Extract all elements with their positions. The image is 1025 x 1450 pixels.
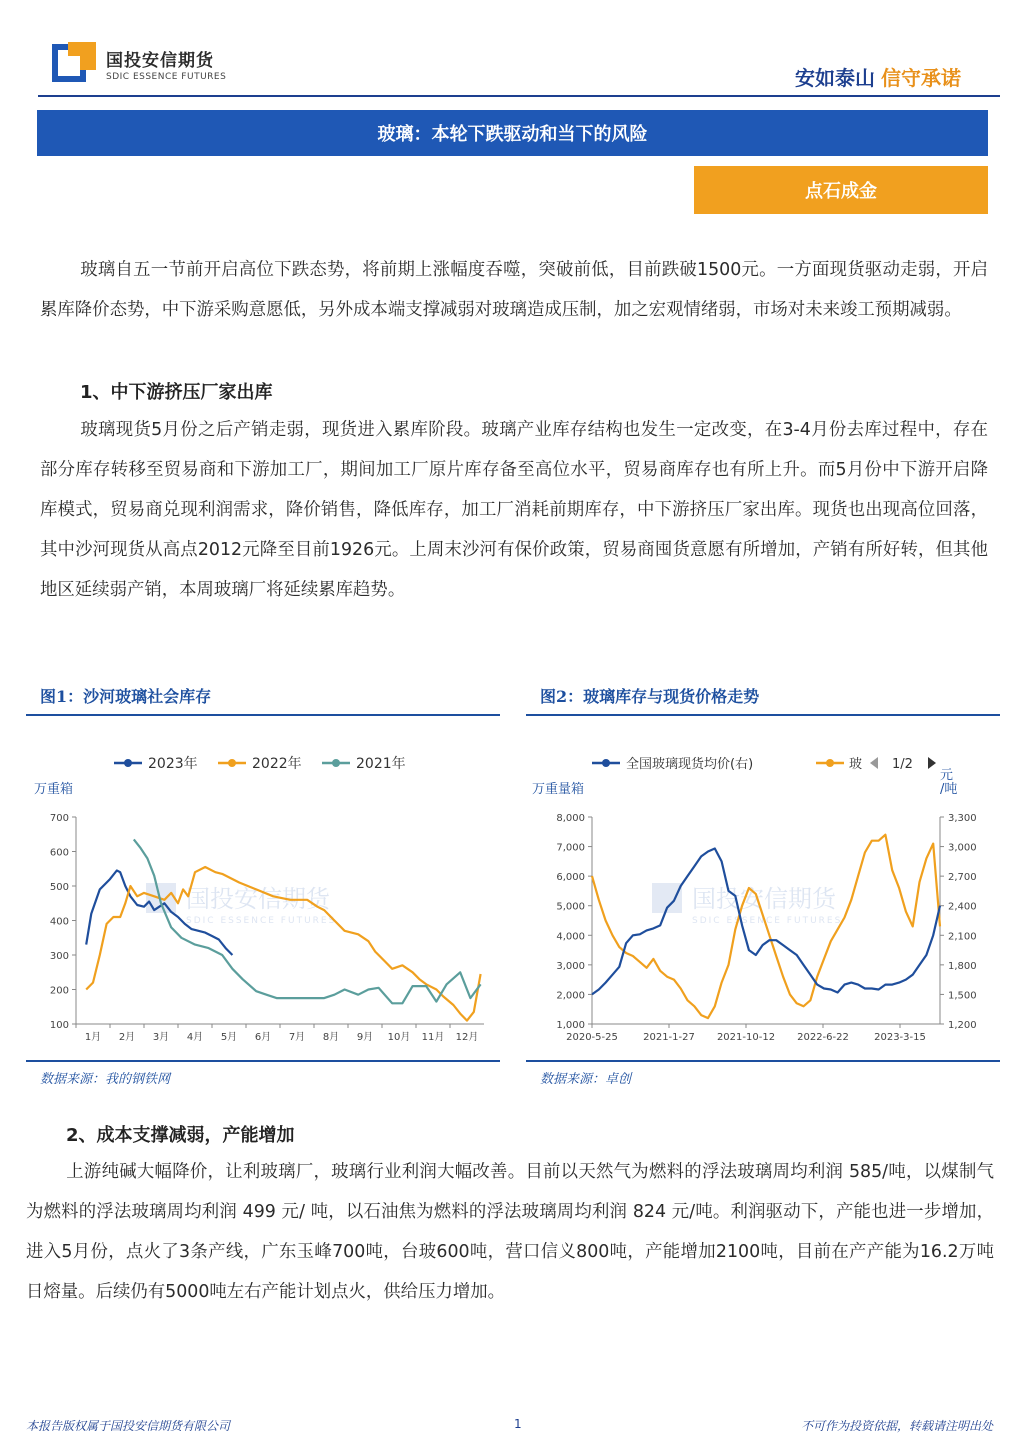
y-left-tick-label: 4,000 bbox=[556, 931, 585, 943]
y-right-tick-label: 1,800 bbox=[948, 960, 977, 972]
legend-marker-3 bbox=[332, 759, 340, 767]
y-tick-label: 200 bbox=[49, 985, 69, 997]
y-left-tick-label: 3,000 bbox=[556, 960, 585, 972]
y-right-tick-label: 3,300 bbox=[948, 813, 977, 824]
intro-text: 玻璃自五一节前开启高位下跌态势，将前期上涨幅度吞噬，突破前低，目前跌破1500元。一方面现货驱动走弱，开启累库降价态势，中下游采购意愿低，另外成本端支撑减弱对玻璃造成压制，加之宏观情绪弱，市场对未来竣工预期减弱。 bbox=[40, 260, 988, 320]
x-tick-label: 2021-1-27 bbox=[643, 1032, 695, 1043]
y-left-tick-label: 7,000 bbox=[556, 842, 585, 854]
slogan-part-b: 信守承诺 bbox=[881, 66, 961, 90]
y-right-tick-label: 3,000 bbox=[948, 842, 977, 854]
y-left-tick-label: 8,000 bbox=[556, 813, 585, 824]
footer-disclaimer: 不可作为投资依据，转载请注明出处 bbox=[800, 1419, 993, 1433]
section1-heading: 1、中下游挤压厂家出库 bbox=[80, 382, 273, 403]
fig2-bottom-rule bbox=[526, 1060, 1000, 1062]
column-tag: 点石成金 bbox=[694, 166, 988, 214]
report-title: 玻璃：本轮下跌驱动和当下的风险 bbox=[37, 110, 988, 156]
x-tick-label: 7月 bbox=[288, 1032, 306, 1043]
fig1-source: 数据来源：我的钢铁网 bbox=[40, 1072, 171, 1087]
y-axis-right-unit-1: 元 bbox=[940, 768, 954, 783]
section1-text: 玻璃现货5月份之后产销走弱，现货进入累库阶段。玻璃产业库存结构也发生一定改变，在3-4月份去库过程中，存在部分库存转移至贸易商和下游加工厂，期间加工厂原片库存备至高位水平，贸易商库存也有所上升。而5月份中下游开启降库模式，贸易商兑现利润需求，降价销售，降低库存，加工厂消耗前期库存，中下游挤压厂家出库。现货也出现高位回落，其中沙河现货从高点2012元降至目前1926元。上周末沙河有保价政策，贸易商囤货意愿有所增加，产销有所好转，但其他地区延续弱产销，本周玻璃厂将延续累库趋势。 bbox=[40, 420, 988, 600]
x-tick-label: 11月 bbox=[421, 1032, 445, 1043]
legend-next-page-icon[interactable] bbox=[928, 757, 936, 769]
fig1-title-rule bbox=[26, 714, 500, 716]
x-tick-label: 9月 bbox=[356, 1032, 374, 1043]
y-left-tick-label: 2,000 bbox=[556, 990, 585, 1002]
x-tick-label: 1月 bbox=[84, 1032, 102, 1043]
y-left-tick-label: 5,000 bbox=[556, 901, 585, 913]
x-tick-label: 4月 bbox=[186, 1032, 204, 1043]
company-logo bbox=[52, 38, 252, 88]
slogan bbox=[795, 62, 961, 91]
fig1-title: 图1：沙河玻璃社会库存 bbox=[40, 687, 212, 706]
y-right-tick-label: 2,100 bbox=[948, 931, 977, 943]
x-tick-label: 2022-6-22 bbox=[797, 1032, 849, 1043]
x-tick-label: 2020-5-25 bbox=[566, 1032, 618, 1043]
legend-label-1: 2023年 bbox=[148, 756, 198, 772]
watermark-text: 国投安信期货 bbox=[186, 885, 330, 913]
y-tick-label: 400 bbox=[49, 916, 69, 928]
watermark-subtext: SDIC ESSENCE FUTURES bbox=[186, 916, 337, 926]
watermark-subtext: SDIC ESSENCE FUTURES bbox=[692, 916, 843, 926]
x-tick-label: 6月 bbox=[254, 1032, 272, 1043]
y-right-tick-label: 1,500 bbox=[948, 990, 977, 1002]
y-tick-label: 600 bbox=[49, 847, 69, 859]
legend-page-indicator: 1/2 bbox=[892, 757, 913, 772]
fig1-chart bbox=[26, 735, 500, 1060]
y-tick-label: 300 bbox=[49, 951, 69, 962]
legend-marker-2 bbox=[826, 759, 834, 767]
x-tick-label: 2023-3-15 bbox=[874, 1032, 926, 1043]
y-left-tick-label: 1,000 bbox=[556, 1020, 585, 1031]
fig2-source: 数据来源：卓创 bbox=[540, 1072, 632, 1087]
y-right-tick-label: 2,400 bbox=[948, 901, 977, 913]
x-tick-label: 8月 bbox=[322, 1032, 340, 1043]
fig2-title: 图2：玻璃库存与现货价格走势 bbox=[540, 687, 760, 706]
y-left-tick-label: 6,000 bbox=[556, 872, 585, 884]
logo-text-en: SDIC ESSENCE FUTURES bbox=[106, 72, 227, 82]
y-tick-label: 100 bbox=[49, 1020, 69, 1031]
x-tick-label: 12月 bbox=[455, 1032, 479, 1043]
section2-heading: 2、成本支撑减弱，产能增加 bbox=[66, 1125, 295, 1146]
y-axis-right-unit-2: /吨 bbox=[940, 782, 958, 797]
x-tick-label: 2021-10-12 bbox=[716, 1032, 776, 1043]
series-line-2 bbox=[592, 835, 940, 1018]
fig2-title-rule bbox=[526, 714, 1000, 716]
y-right-tick-label: 1,200 bbox=[948, 1020, 977, 1031]
section2-paragraph bbox=[26, 1152, 994, 1312]
fig1-bottom-rule bbox=[26, 1060, 500, 1062]
y-axis-unit: 万重箱 bbox=[34, 782, 74, 797]
legend-marker-1 bbox=[124, 759, 132, 767]
legend-marker-2 bbox=[228, 759, 236, 767]
x-tick-label: 10月 bbox=[387, 1032, 411, 1043]
intro-paragraph bbox=[40, 250, 988, 330]
header-divider bbox=[38, 95, 1000, 97]
legend-label-2-truncated: 玻 bbox=[849, 757, 863, 772]
legend-label-2: 2022年 bbox=[252, 756, 302, 772]
slogan-part-a: 安如泰山 bbox=[795, 66, 875, 90]
x-tick-label: 5月 bbox=[220, 1032, 238, 1043]
y-tick-label: 500 bbox=[49, 882, 69, 893]
section1-paragraph bbox=[40, 410, 988, 610]
fig2-chart bbox=[526, 735, 1000, 1060]
legend-label-3: 2021年 bbox=[356, 756, 406, 772]
watermark-text: 国投安信期货 bbox=[692, 885, 836, 913]
x-tick-label: 3月 bbox=[152, 1032, 170, 1043]
y-right-tick-label: 2,700 bbox=[948, 872, 977, 884]
legend-label-1: 全国玻璃现货均价(右) bbox=[626, 757, 754, 772]
x-tick-label: 2月 bbox=[118, 1032, 136, 1043]
page-number: 1 bbox=[514, 1417, 522, 1431]
footer-copyright: 本报告版权属于国投安信期货有限公司 bbox=[26, 1419, 231, 1433]
legend-prev-page-icon[interactable] bbox=[870, 757, 878, 769]
logo-text-cn: 国投安信期货 bbox=[106, 51, 214, 71]
sdic-logo-icon bbox=[52, 42, 96, 84]
legend-marker-1 bbox=[602, 759, 610, 767]
y-axis-left-unit: 万重量箱 bbox=[532, 782, 585, 797]
section2-text: 上游纯碱大幅降价，让利玻璃厂，玻璃行业利润大幅改善。目前以天然气为燃料的浮法玻璃周均利润 585/吨，以煤制气为燃料的浮法玻璃周均利润 499 元/ 吨，以石油焦为燃料的浮法玻璃周均利润 824 元/吨。利润驱动下，产能也进一步增加，进入5月份，点火了3条产线，广东玉峰700吨，台玻600吨，营口信义800吨，产能增加2100吨，目前在产产能为16.2万吨日熔量。后续仍有5000吨左右产能计划点火，供给压力增加。 bbox=[26, 1162, 994, 1302]
y-tick-label: 700 bbox=[49, 813, 69, 824]
